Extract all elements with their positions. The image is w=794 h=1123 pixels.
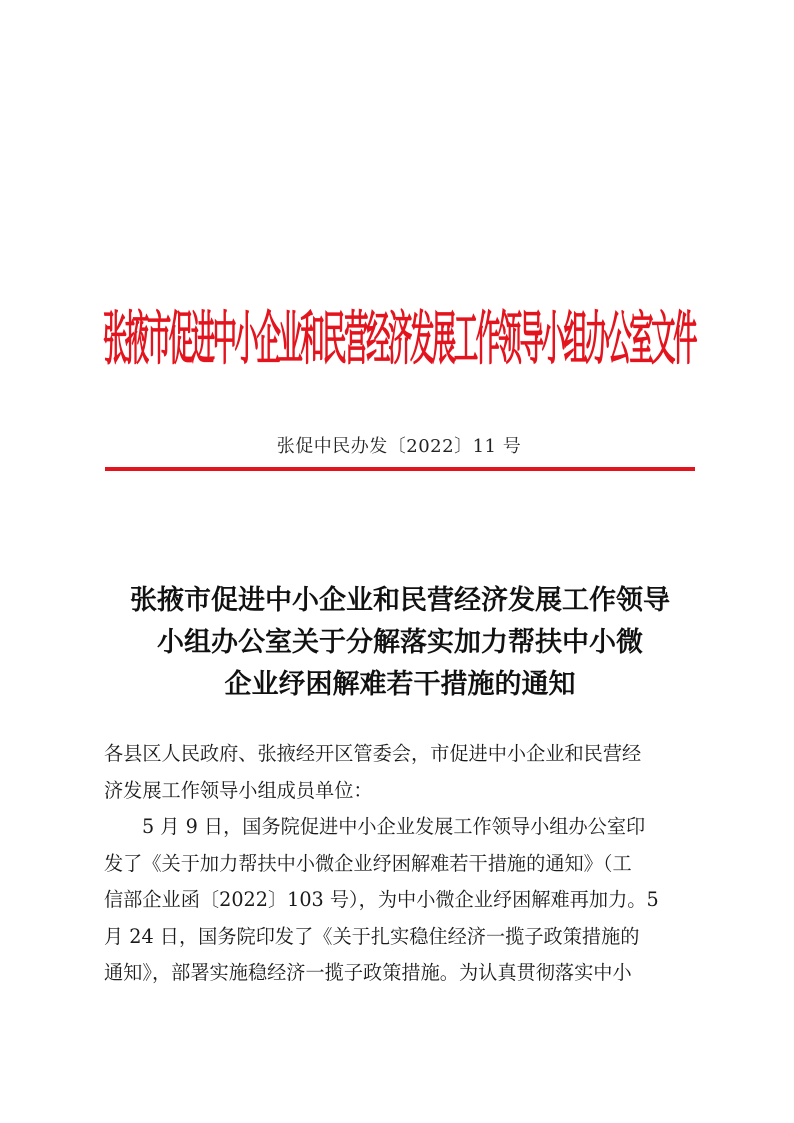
title-line: 小组办公室关于分解落实加力帮扶中小微 bbox=[157, 627, 643, 658]
paragraph-line: 信部企业函〔2022〕103 号），为中小微企业纾困解难再加力。5 bbox=[104, 888, 659, 911]
addressee-line: 各县区人民政府、张掖经开区管委会，市促进中小企业和民营经 bbox=[104, 742, 642, 765]
title-line: 企业纾困解难若干措施的通知 bbox=[224, 669, 576, 700]
document-number: 张促中民办发〔2022〕11 号 bbox=[276, 436, 522, 457]
addressee-line: 济发展工作领导小组成员单位： bbox=[104, 778, 373, 802]
title-line: 张掖市促进中小企业和民营经济发展工作领导 bbox=[130, 585, 670, 616]
red-divider-rule bbox=[105, 467, 695, 471]
paragraph-line: 月 24 日，国务院印发了《关于扎实稳住经济一揽子政策措施的 bbox=[104, 924, 640, 948]
paragraph-line: 通知》，部署实施稳经济一揽子政策措施。为认真贯彻落实中小 bbox=[104, 961, 632, 984]
paragraph-line: 5 月 9 日，国务院促进中小企业发展工作领导小组办公室印 bbox=[142, 815, 646, 838]
document-body bbox=[104, 736, 696, 992]
paragraph-line: 发了《关于加力帮扶中小微企业纾困解难若干措施的通知》（工 bbox=[104, 851, 632, 875]
red-header-title: 张掖市促进中小企业和民营经济发展工作领导小组办公室文件 bbox=[103, 304, 695, 373]
document-title bbox=[100, 580, 700, 706]
